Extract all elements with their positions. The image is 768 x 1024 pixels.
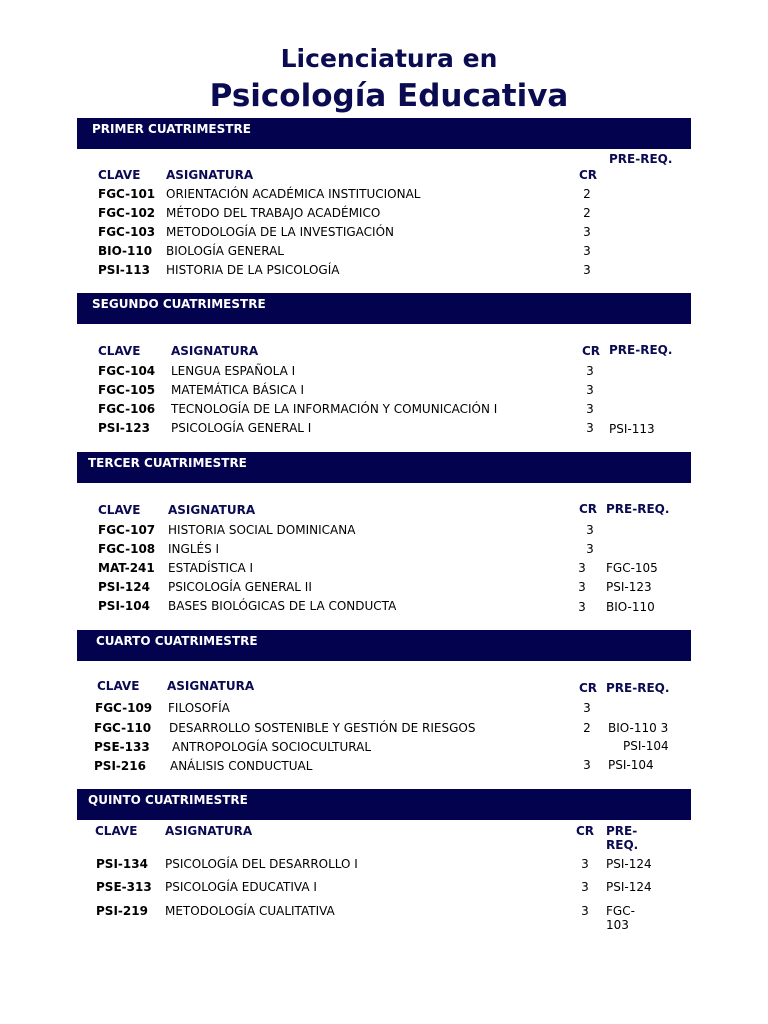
course-name: PSICOLOGÍA GENERAL I bbox=[171, 421, 312, 435]
semester-2-title: SEGUNDO CUATRIMESTRE bbox=[92, 297, 266, 311]
course-name: MATEMÁTICA BÁSICA I bbox=[171, 383, 304, 397]
col-asignatura-header: ASIGNATURA bbox=[166, 168, 254, 182]
col-clave-header: CLAVE bbox=[98, 344, 141, 358]
col-clave-header: CLAVE bbox=[98, 503, 141, 517]
course-credits: 3 bbox=[586, 421, 594, 435]
col-cr-header: CR bbox=[579, 502, 598, 516]
course-code: BIO-110 bbox=[98, 244, 153, 258]
course-name: METODOLOGÍA CUALITATIVA bbox=[165, 904, 335, 918]
title-line-1: Licenciatura en bbox=[280, 44, 498, 73]
col-clave-header: CLAVE bbox=[97, 679, 140, 693]
course-name: PSICOLOGÍA DEL DESARROLLO I bbox=[165, 857, 358, 871]
course-prereq: BIO-110 3 bbox=[608, 721, 669, 735]
course-credits: 2 bbox=[583, 206, 591, 220]
course-prereq: FGC-105 bbox=[606, 561, 658, 575]
course-name: PSICOLOGÍA EDUCATIVA I bbox=[165, 880, 317, 894]
course-credits: 3 bbox=[581, 880, 589, 894]
course-credits: 3 bbox=[583, 225, 591, 239]
col-prereq-header: PRE-REQ. bbox=[609, 343, 673, 357]
course-prereq: PSI-124 bbox=[606, 880, 652, 894]
course-credits: 2 bbox=[583, 721, 591, 735]
course-name: LENGUA ESPAÑOLA I bbox=[171, 364, 296, 378]
course-code: FGC-102 bbox=[98, 206, 156, 220]
col-asignatura-header: ASIGNATURA bbox=[168, 503, 256, 517]
course-code: FGC-104 bbox=[98, 364, 156, 378]
course-code: FGC-107 bbox=[98, 523, 156, 537]
course-credits: 3 bbox=[581, 904, 589, 918]
col-asignatura-header: ASIGNATURA bbox=[167, 679, 255, 693]
course-credits: 3 bbox=[578, 561, 586, 575]
col-prereq-header: PRE-REQ. bbox=[609, 152, 673, 166]
course-prereq: BIO-110 bbox=[606, 600, 655, 614]
course-prereq: PSI-124 bbox=[606, 857, 652, 871]
semester-1-title: PRIMER CUATRIMESTRE bbox=[92, 122, 251, 136]
course-credits: 3 bbox=[586, 542, 594, 556]
semester-2-bar bbox=[77, 293, 691, 324]
course-code: PSI-219 bbox=[96, 904, 148, 918]
course-name: MÉTODO DEL TRABAJO ACADÉMICO bbox=[166, 206, 381, 220]
col-cr-header: CR bbox=[576, 824, 595, 838]
course-credits: 3 bbox=[586, 523, 594, 537]
col-cr-header: CR bbox=[582, 344, 601, 358]
course-name: METODOLOGÍA DE LA INVESTIGACIÓN bbox=[166, 225, 395, 239]
course-credits: 2 bbox=[583, 187, 591, 201]
course-name: HISTORIA DE LA PSICOLOGÍA bbox=[166, 263, 340, 277]
course-name: ORIENTACIÓN ACADÉMICA INSTITUCIONAL bbox=[166, 187, 421, 201]
col-cr-header: CR bbox=[579, 681, 598, 695]
col-cr-header: CR bbox=[579, 168, 598, 182]
course-code: PSI-124 bbox=[98, 580, 150, 594]
course-name: TECNOLOGÍA DE LA INFORMACIÓN Y COMUNICACIÓN I bbox=[171, 402, 498, 416]
course-code: PSI-216 bbox=[94, 759, 146, 773]
course-code: FGC-103 bbox=[98, 225, 156, 239]
course-code: FGC-101 bbox=[98, 187, 156, 201]
course-credits: 3 bbox=[578, 580, 586, 594]
course-code: FGC-108 bbox=[98, 542, 156, 556]
col-prereq-header: PRE-REQ. bbox=[606, 502, 670, 516]
course-credits: 3 bbox=[586, 383, 594, 397]
course-code: PSE-133 bbox=[94, 740, 150, 754]
course-credits: 3 bbox=[583, 701, 591, 715]
course-name: ANÁLISIS CONDUCTUAL bbox=[170, 759, 313, 773]
course-code: FGC-106 bbox=[98, 402, 156, 416]
course-code: FGC-109 bbox=[95, 701, 153, 715]
title-line-2: Psicología Educativa bbox=[209, 78, 569, 114]
course-credits: 3 bbox=[578, 600, 586, 614]
course-name: BASES BIOLÓGICAS DE LA CONDUCTA bbox=[168, 599, 397, 613]
semester-5-title: QUINTO CUATRIMESTRE bbox=[88, 793, 248, 807]
course-name: PSICOLOGÍA GENERAL II bbox=[168, 580, 312, 594]
course-code: FGC-110 bbox=[94, 721, 152, 735]
semester-3-title: TERCER CUATRIMESTRE bbox=[88, 456, 247, 470]
course-code: MAT-241 bbox=[98, 561, 155, 575]
course-name: ANTROPOLOGÍA SOCIOCULTURAL bbox=[172, 740, 372, 754]
semester-3-bar bbox=[77, 452, 691, 483]
course-code: PSI-134 bbox=[96, 857, 148, 871]
course-credits: 3 bbox=[583, 758, 591, 772]
course-prereq: FGC- bbox=[606, 904, 635, 918]
course-name: HISTORIA SOCIAL DOMINICANA bbox=[168, 523, 356, 537]
col-prereq-header: PRE- bbox=[606, 824, 638, 838]
course-credits: 3 bbox=[586, 364, 594, 378]
col-clave-header: CLAVE bbox=[95, 824, 138, 838]
course-prereq: PSI-123 bbox=[606, 580, 652, 594]
course-code: FGC-105 bbox=[98, 383, 156, 397]
course-name: ESTADÍSTICA I bbox=[168, 561, 254, 575]
course-credits: 3 bbox=[583, 244, 591, 258]
course-credits: 3 bbox=[581, 857, 589, 871]
semester-5-bar bbox=[77, 789, 691, 820]
course-prereq-cont: 103 bbox=[606, 918, 629, 932]
course-name: INGLÉS I bbox=[168, 542, 220, 556]
col-asignatura-header: ASIGNATURA bbox=[171, 344, 259, 358]
course-prereq: PSI-113 bbox=[609, 422, 655, 436]
course-credits: 3 bbox=[586, 402, 594, 416]
semester-1-bar bbox=[77, 118, 691, 149]
course-code: PSE-313 bbox=[96, 880, 152, 894]
semester-4-bar bbox=[77, 630, 691, 661]
col-prereq-header-cont: REQ. bbox=[606, 838, 639, 852]
course-prereq: PSI-104 bbox=[623, 739, 669, 753]
col-prereq-header: PRE-REQ. bbox=[606, 681, 670, 695]
course-name: BIOLOGÍA GENERAL bbox=[166, 244, 284, 258]
course-code: PSI-104 bbox=[98, 599, 150, 613]
course-prereq: PSI-104 bbox=[608, 758, 654, 772]
col-clave-header: CLAVE bbox=[98, 168, 141, 182]
course-code: PSI-123 bbox=[98, 421, 150, 435]
course-name: DESARROLLO SOSTENIBLE Y GESTIÓN DE RIESGOS bbox=[169, 721, 476, 735]
course-name: FILOSOFÍA bbox=[168, 701, 230, 715]
col-asignatura-header: ASIGNATURA bbox=[165, 824, 253, 838]
course-code: PSI-113 bbox=[98, 263, 150, 277]
semester-4-title: CUARTO CUATRIMESTRE bbox=[96, 634, 258, 648]
course-credits: 3 bbox=[583, 263, 591, 277]
